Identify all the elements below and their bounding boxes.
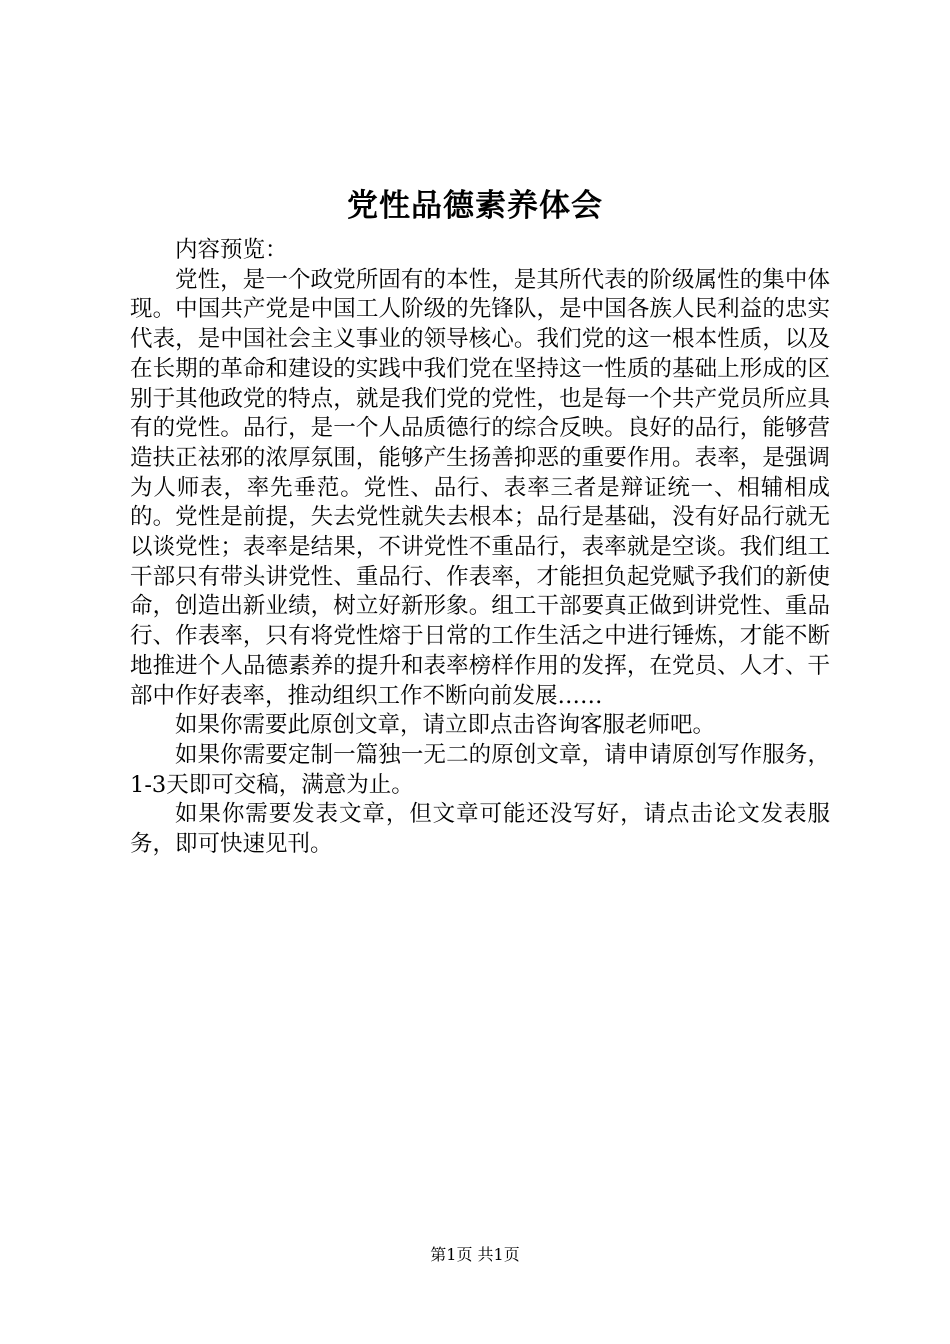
document-body	[130, 236, 830, 860]
purchase-note: 如果你需要此原创文章，请立即点击咨询客服老师吧。	[175, 712, 716, 739]
custom-writing-note: 如果你需要定制一篇独一无二的原创文章，请申请原创写作服务，1-3天即可交稿，满意为止。	[130, 741, 830, 798]
page-number-footer: 第1页 共1页	[430, 1245, 520, 1264]
summary-paragraph: 党性，是一个政党所固有的本性，是其所代表的阶级属性的集中体现。中国共产党是中国工人阶级的先锋队，是中国各族人民利益的忠实代表，是中国社会主义事业的领导核心。我们党的这一根本性质，以及在长期的革命和建设的实践中我们党在坚持这一性质的基础上形成的区别于其他政党的特点，就是我们党的党性，也是每一个共产党员所应具有的党性。品行，是一个人品质德行的综合反映。良好的品行，能够营造扶正祛邪的浓厚氛围，能够产生扬善抑恶的重要作用。表率，是强调为人师表，率先垂范。党性、品行、表率三者是辩证统一、相辅相成的。党性是前提，失去党性就失去根本；品行是基础，没有好品行就无以谈党性；表率是结果，不讲党性不重品行，表率就是空谈。我们组工干部只有带头讲党性、重品行、作表率，才能担负起党赋予我们的新使命，创造出新业绩，树立好新形象。组工干部要真正做到讲党性、重品行、作表率，只有将党性熔于日常的工作生活之中进行锤炼，才能不断地推进个人品德素养的提升和表率榜样作用的发挥，在党员、人才、干部中作好表率，推动组织工作不断向前发展……	[130, 266, 830, 709]
preview-label: 内容预览：	[175, 237, 288, 263]
publication-note: 如果你需要发表文章，但文章可能还没写好，请点击论文发表服务，即可快速见刊。	[130, 801, 830, 858]
document-title: 党性品德素养体会	[347, 188, 603, 224]
